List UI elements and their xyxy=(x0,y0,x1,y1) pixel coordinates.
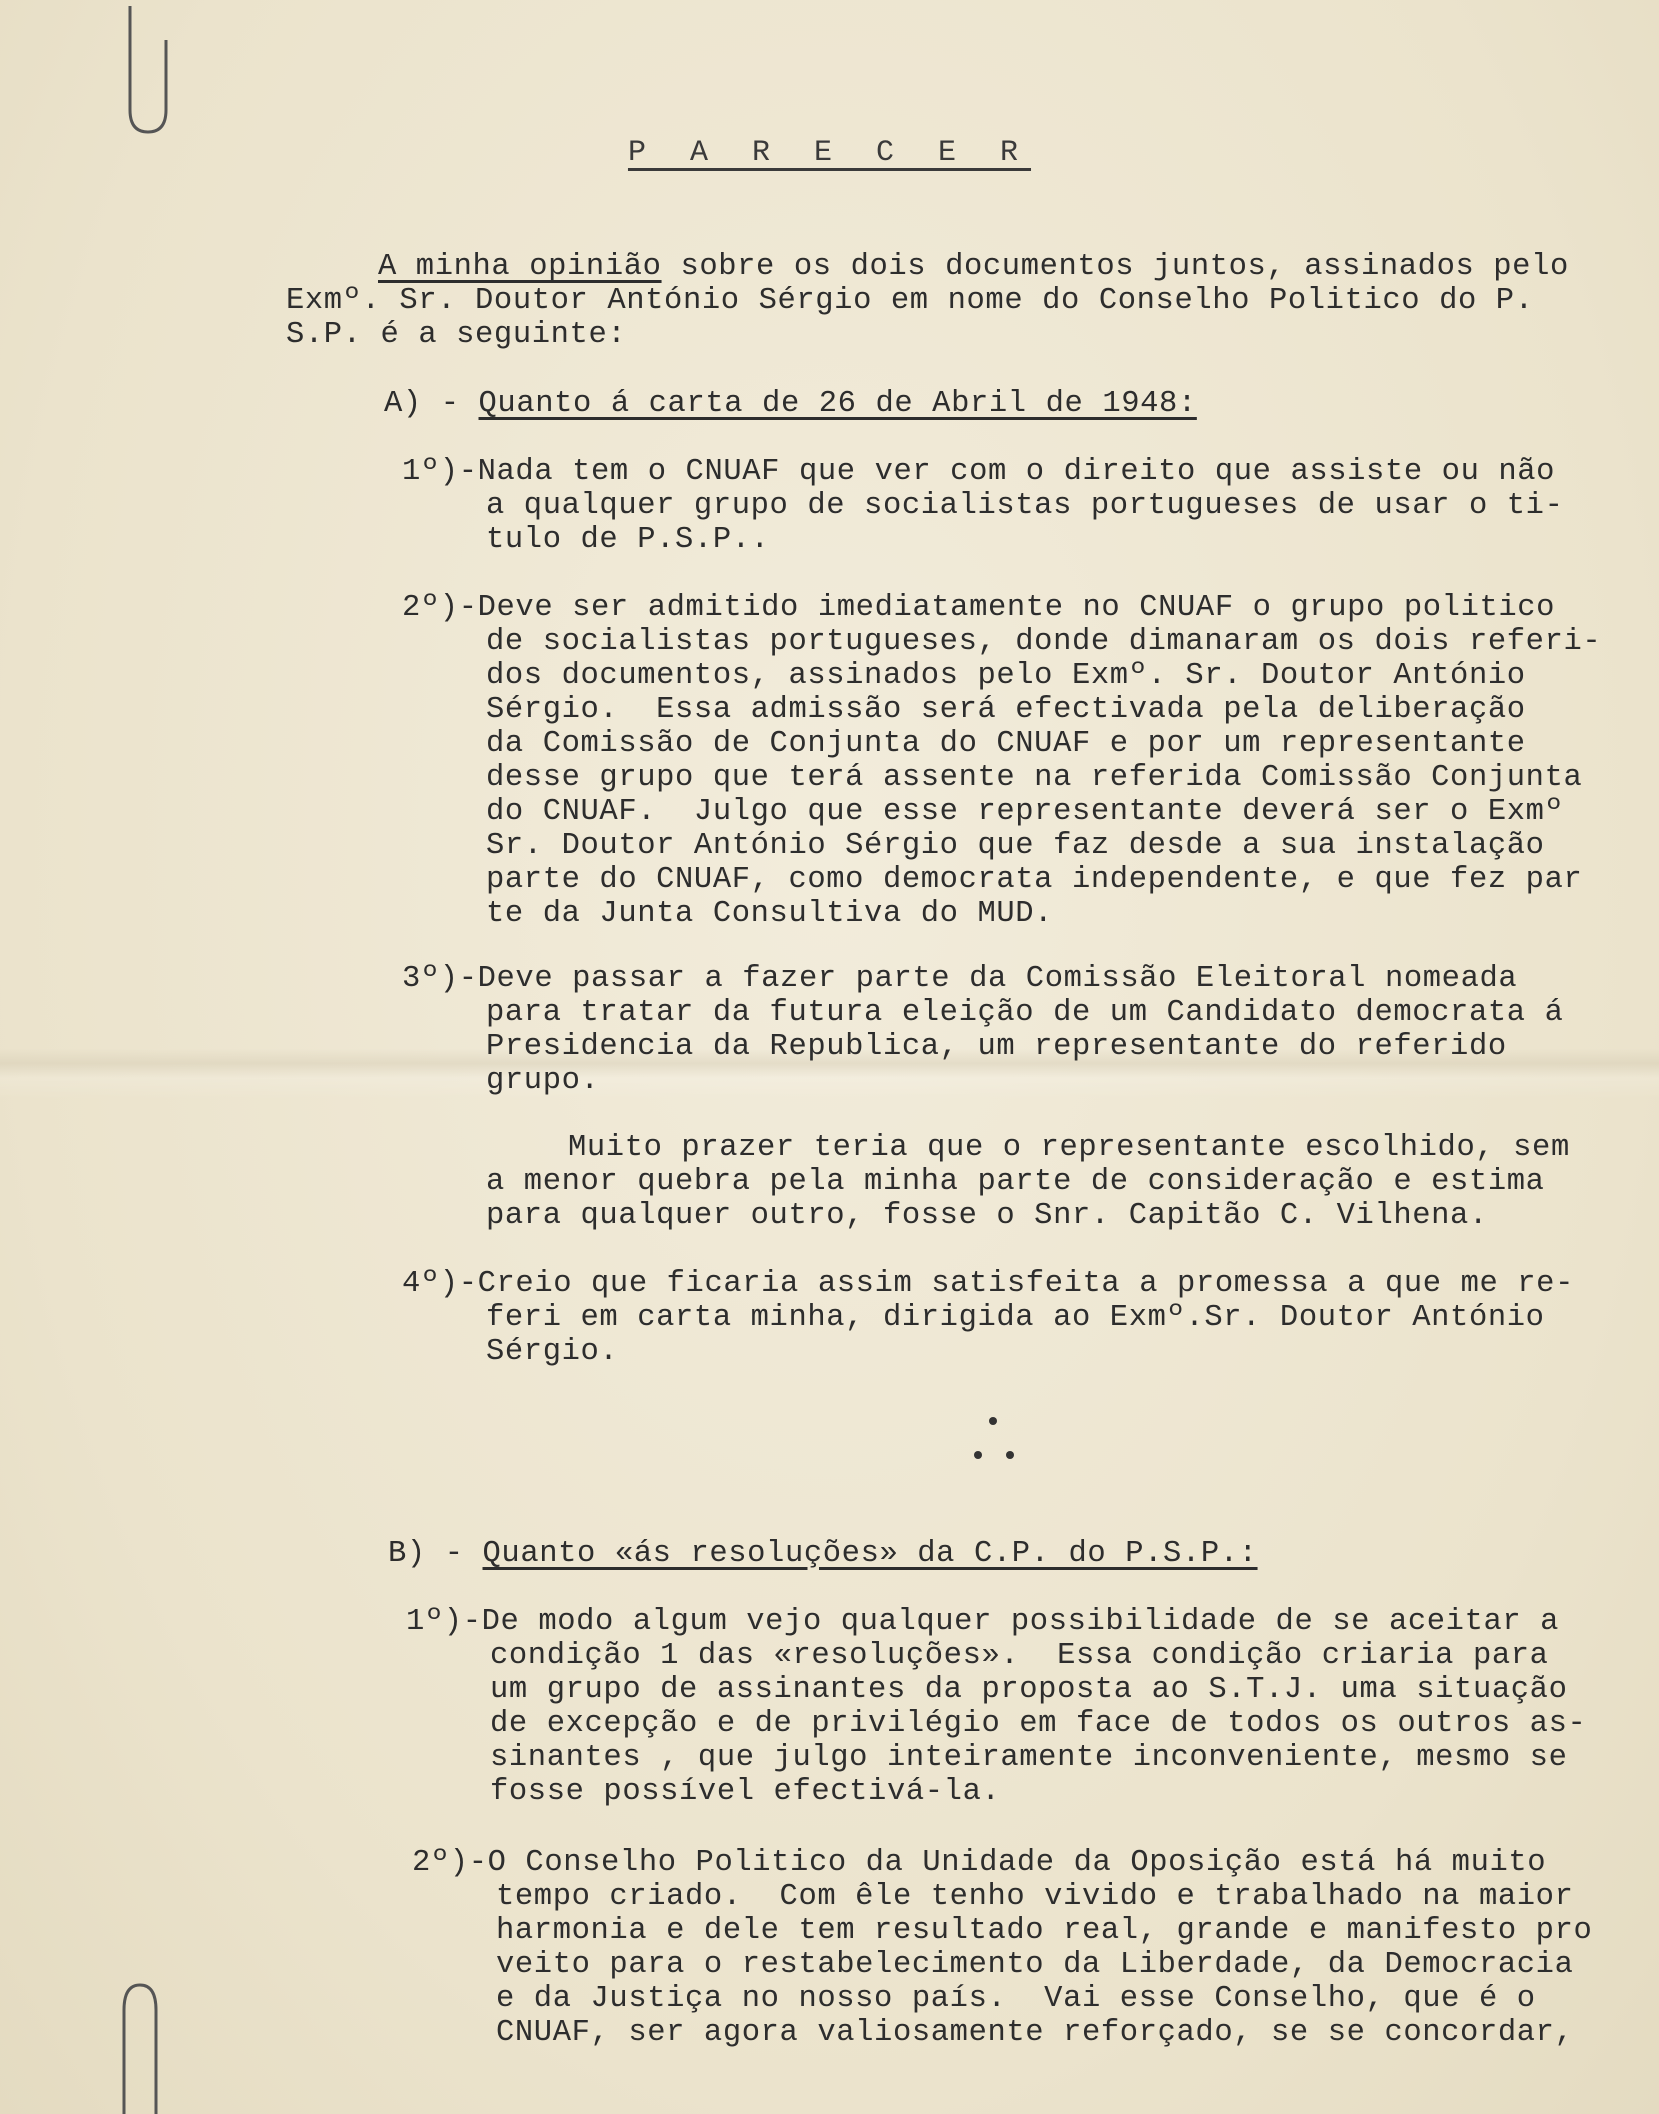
section-a-heading xyxy=(384,387,1197,421)
a-item-4-line-1: 4º)-Creio que ficaria assim satisfeita a promessa a que me re- xyxy=(402,1267,1574,1301)
section-a-title: Quanto á carta de 26 de Abril de 1948: xyxy=(478,387,1197,421)
intro-line-3: S.P. é a seguinte: xyxy=(286,318,627,352)
intro-line-1 xyxy=(378,250,1569,284)
intro-line-1-rest: sobre os dois documentos juntos, assinados pelo xyxy=(661,250,1569,284)
a-item-3-line-1: 3º)-Deve passar a fazer parte da Comissão Eleitoral nomeada xyxy=(402,962,1518,996)
a-item-3-line-4: grupo. xyxy=(486,1064,600,1098)
a-item-2-line-10: te da Junta Consultiva do MUD. xyxy=(486,897,1054,931)
a-item-3b-line-3: para qualquer outro, fosse o Snr. Capitão C. Vilhena. xyxy=(486,1199,1488,1233)
a-item-3-line-2: para tratar da futura eleição de um Candidato democrata á xyxy=(486,996,1564,1030)
a-item-3b-line-2: a menor quebra pela minha parte de consideração e estima xyxy=(486,1165,1545,1199)
a-item-3b-line-1: Muito prazer teria que o representante escolhido, sem xyxy=(568,1131,1570,1165)
a-item-1-line-2: a qualquer grupo de socialistas portugueses de usar o ti- xyxy=(486,489,1564,523)
separator-dot-right xyxy=(1006,1451,1014,1459)
a-item-2-line-7: do CNUAF. Julgo que esse representante deverá ser o Exmº xyxy=(486,795,1564,829)
a-item-2-line-3: dos documentos, assinados pelo Exmº. Sr. Doutor António xyxy=(486,659,1526,693)
a-item-4-line-3: Sérgio. xyxy=(486,1335,619,1369)
b-item-2-line-5: e da Justiça no nosso país. Vai esse Conselho, que é o xyxy=(496,1982,1536,2016)
b-item-2-line-2: tempo criado. Com êle tenho vivido e trabalhado na maior xyxy=(496,1880,1574,1914)
separator-dot-top xyxy=(989,1417,997,1425)
b-item-2-line-1: 2º)-O Conselho Politico da Unidade da Oposição está há muito xyxy=(412,1846,1547,1880)
a-item-4-line-2: feri em carta minha, dirigida ao Exmº.Sr. Doutor António xyxy=(486,1301,1545,1335)
b-item-1-line-4: de excepção e de privilégio em face de todos os outros as- xyxy=(490,1707,1587,1741)
a-item-2-line-8: Sr. Doutor António Sérgio que faz desde a sua instalação xyxy=(486,829,1545,863)
section-b-label: B) - xyxy=(388,1537,483,1571)
intro-lead: A minha opinião xyxy=(378,250,662,284)
a-item-2-line-5: da Comissão de Conjunta do CNUAF e por um representante xyxy=(486,727,1526,761)
section-b-title: Quanto «ás resoluções» da C.P. do P.S.P.: xyxy=(482,1537,1258,1571)
intro-line-2: Exmº. Sr. Doutor António Sérgio em nome do Conselho Politico do P. xyxy=(286,284,1534,318)
b-item-1-line-3: um grupo de assinantes da proposta ao S.T.J. uma situação xyxy=(490,1673,1568,1707)
a-item-2-line-1: 2º)-Deve ser admitido imediatamente no CNUAF o grupo politico xyxy=(402,591,1556,625)
section-a-label: A) - xyxy=(384,387,479,421)
paperclip-mark-bottom xyxy=(110,1975,170,2114)
a-item-2-line-6: desse grupo que terá assente na referida Comissão Conjunta xyxy=(486,761,1583,795)
b-item-2-line-4: veito para o restabelecimento da Liberdade, da Democracia xyxy=(496,1948,1574,1982)
a-item-3-line-3: Presidencia da Republica, um representante do referido xyxy=(486,1030,1507,1064)
a-item-2-line-2: de socialistas portugueses, donde dimanaram os dois referi- xyxy=(486,625,1602,659)
paperclip-mark-top xyxy=(118,0,178,140)
b-item-1-line-5: sinantes , que julgo inteiramente inconveniente, mesmo se xyxy=(490,1741,1568,1775)
b-item-2-line-3: harmonia e dele tem resultado real, grande e manifesto pro xyxy=(496,1914,1593,1948)
b-item-2-line-6: CNUAF, ser agora valiosamente reforçado, se se concordar, xyxy=(496,2016,1574,2050)
b-item-1-line-6: fosse possível efectivá-la. xyxy=(490,1775,1001,1809)
b-item-1-line-2: condição 1 das «resoluções». Essa condição criaria para xyxy=(490,1639,1549,1673)
a-item-2-line-9: parte do CNUAF, como democrata independente, e que fez par xyxy=(486,863,1583,897)
a-item-1-line-1: 1º)-Nada tem o CNUAF que ver com o direito que assiste ou não xyxy=(402,455,1556,489)
a-item-2-line-4: Sérgio. Essa admissão será efectivada pela deliberação xyxy=(486,693,1526,727)
section-b-heading xyxy=(388,1537,1258,1571)
separator-dot-left xyxy=(974,1451,982,1459)
document-title: P A R E C E R xyxy=(627,136,1032,170)
b-item-1-line-1: 1º)-De modo algum vejo qualquer possibilidade de se aceitar a xyxy=(406,1605,1560,1639)
a-item-1-line-3: tulo de P.S.P.. xyxy=(486,523,770,557)
